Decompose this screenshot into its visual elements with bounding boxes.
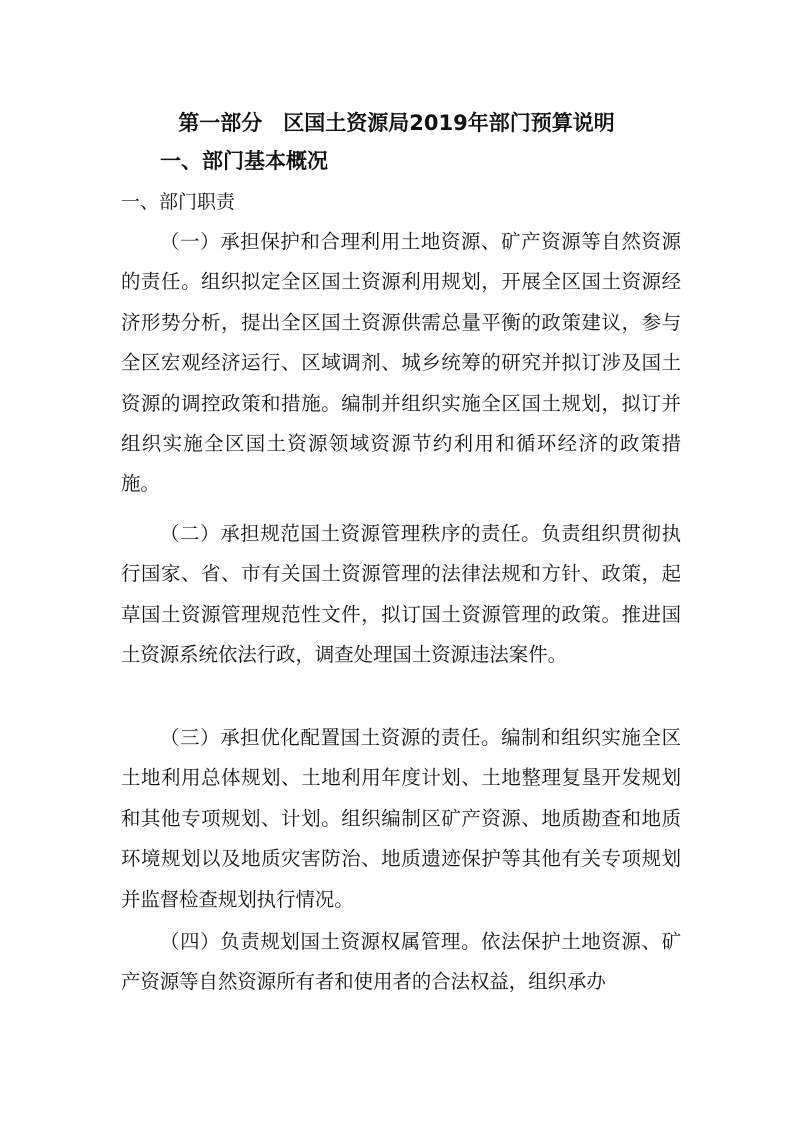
- paragraph-duty-3: （三）承担优化配置国土资源的责任。编制和组织实施全区土地利用总体规划、土地利用年度计划、土地整理复垦开发规划和其他专项规划、计划。组织编制区矿产资源、地质勘查和地质环境规划以及地质灾害防治、地质遗迹保护等其他有关专项规划并监督检查规划执行情况。: [121, 726, 681, 911]
- paragraph-duty-2: （二）承担规范国土资源管理秩序的责任。负责组织贯彻执行国家、省、市有关国土资源管理的法律法规和方针、政策，起草国土资源管理规范性文件，拟订国土资源管理的政策。推进国土资源系统依法行政，调查处理国土资源违法案件。: [121, 522, 681, 667]
- subsection-heading: 一、部门职责: [121, 191, 236, 213]
- paragraph-duty-1: （一）承担保护和合理利用土地资源、矿产资源等自然资源的责任。组织拟定全区国土资源利用规划，开展全区国土资源经济形势分析，提出全区国土资源供需总量平衡的政策建议，参与全区宏观经济运行、区域调剂、城乡统筹的研究并拟订涉及国土资源的调控政策和措施。编制并组织实施全区国土规划，拟订并组织实施全区国土资源领域资源节约利用和循环经济的政策措施。: [121, 230, 681, 496]
- document-title: 第一部分 区国土资源局2019年部门预算说明: [178, 111, 615, 135]
- paragraph-duty-4: （四）负责规划国土资源权属管理。依法保护土地资源、矿产资源等自然资源所有者和使用者的合法权益，组织承办: [121, 930, 681, 994]
- section-heading: 一、部门基本概况: [160, 149, 328, 173]
